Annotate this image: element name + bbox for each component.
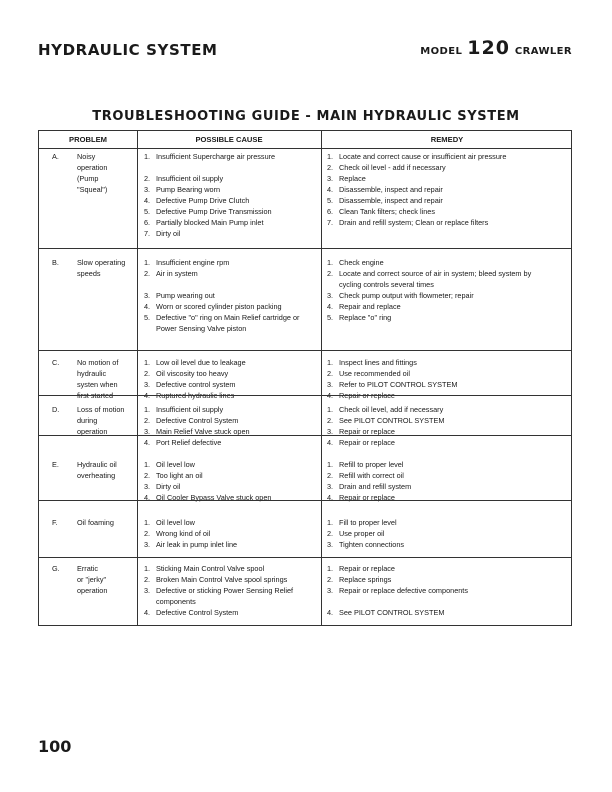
cause-text: Insufficient oil supply: [156, 405, 224, 414]
remedy-number: 4.: [327, 438, 334, 447]
cause-text: Dirty oil: [156, 482, 181, 491]
cause-number: 1.: [144, 460, 151, 469]
remedy-number: [327, 596, 339, 607]
cause-item: [144, 379, 319, 390]
remedy-number: 1.: [327, 518, 334, 527]
remedy-number: 2.: [327, 416, 334, 425]
cause-number: 2.: [144, 369, 151, 378]
problem-letter: F.: [52, 518, 58, 527]
cause-text: Defective Control System: [156, 608, 239, 617]
remedy-text: Use recommended oil: [339, 369, 410, 378]
remedy-number: 3.: [327, 427, 334, 436]
problem-letter: B.: [52, 258, 59, 267]
problem-text: [77, 517, 141, 528]
cause-item: [144, 492, 319, 503]
cause-text: Oil viscosity too heavy: [156, 369, 229, 378]
remedy-item: [327, 268, 537, 290]
row-divider: [39, 435, 571, 436]
remedy-item: [327, 528, 537, 539]
remedy-text: Locate and correct source of air in system; bleed system by cycling controls several times: [339, 269, 532, 289]
remedy-item: [327, 517, 537, 528]
cause-text: Main Relief Valve stuck open: [156, 427, 250, 436]
remedy-text: See PILOT CONTROL SYSTEM: [339, 608, 445, 617]
cause-number: 4.: [144, 302, 151, 311]
cause-item: [144, 151, 319, 162]
remedy-item: [327, 379, 537, 390]
problem-line: Erratic: [77, 564, 99, 573]
remedy-item: [327, 290, 537, 301]
cause-item: [144, 290, 319, 301]
remedy-text: Replace "o" ring: [339, 313, 392, 322]
remedy-column-header: REMEDY: [430, 135, 464, 144]
remedy-item: [327, 368, 537, 379]
cause-text: Wrong kind of oil: [156, 529, 211, 538]
cause-number: 2.: [144, 416, 151, 425]
page-number: 100: [38, 737, 72, 756]
cause-number: 7.: [144, 229, 151, 238]
cause-text: Defective or sticking Power Sensing Relief components: [156, 586, 294, 606]
row-divider: [39, 500, 571, 501]
cause-number: 3.: [144, 540, 151, 549]
problem-line: operation: [77, 163, 108, 172]
problem-line: Hydraulic oil: [77, 460, 117, 469]
cause-item: [144, 173, 319, 184]
cause-text: Oil Cooler Bypass Valve stuck open: [156, 493, 272, 502]
remedy-item: [327, 184, 537, 195]
cause-item: [144, 206, 319, 217]
remedy-number: 4.: [327, 391, 334, 400]
column-divider: [321, 131, 322, 625]
problem-text: [77, 459, 141, 481]
remedy-text: Check oil level, add if necessary: [339, 405, 444, 414]
remedy-number: 3.: [327, 482, 334, 491]
problem-letter: G.: [52, 564, 60, 573]
cause-number: 3.: [144, 482, 151, 491]
cause-item: [144, 528, 319, 539]
cause-item: [144, 184, 319, 195]
cause-text: Too light an oil: [156, 471, 203, 480]
cause-item: [144, 585, 319, 607]
remedy-number: 4.: [327, 302, 334, 311]
remedy-text: Fill to proper level: [339, 518, 397, 527]
cause-item: [144, 312, 319, 334]
cause-number: 3.: [144, 380, 151, 389]
remedy-number: 3.: [327, 586, 334, 595]
cause-column-header: POSSIBLE CAUSE: [195, 135, 263, 144]
cause-number: 3.: [144, 185, 151, 194]
remedy-list: [327, 517, 537, 550]
remedy-item: [327, 151, 537, 162]
remedy-item: [327, 301, 537, 312]
cause-list: [144, 459, 319, 503]
cause-item: [144, 217, 319, 228]
cause-number: 2.: [144, 575, 151, 584]
problem-line: No motion of: [77, 358, 119, 367]
remedy-item: [327, 481, 537, 492]
problem-line: overheating: [77, 471, 116, 480]
problem-line: hydraulic: [77, 369, 107, 378]
remedy-item: [327, 459, 537, 470]
cause-number: 2.: [144, 269, 151, 278]
cause-item: [144, 279, 319, 290]
cause-item: [144, 195, 319, 206]
section-title: HYDRAULIC SYSTEM: [38, 41, 218, 59]
guide-title: TROUBLESHOOTING GUIDE - MAIN HYDRAULIC SYSTEM: [92, 109, 520, 124]
cause-item: [144, 162, 319, 173]
remedy-text: Tighten connections: [339, 540, 405, 549]
cause-text: Sticking Main Control Valve spool: [156, 564, 265, 573]
remedy-item: [327, 206, 537, 217]
cause-number: 5.: [144, 207, 151, 216]
problem-line: speeds: [77, 269, 101, 278]
remedy-item: [327, 404, 537, 415]
remedy-text: Check engine: [339, 258, 384, 267]
cause-item: [144, 368, 319, 379]
cause-number: 4.: [144, 391, 151, 400]
remedy-text: Repair and replace: [339, 302, 401, 311]
cause-list: [144, 151, 319, 239]
remedy-list: [327, 563, 537, 618]
cause-list: [144, 517, 319, 550]
cause-number: 2.: [144, 471, 151, 480]
remedy-list: [327, 459, 537, 503]
cause-text: Defective control system: [156, 380, 236, 389]
remedy-text: Repair or replace: [339, 427, 395, 436]
remedy-text: Replace: [339, 174, 366, 183]
problem-line: (Pump: [77, 174, 99, 183]
row-divider: [39, 148, 571, 149]
cause-number: 1.: [144, 564, 151, 573]
cause-text: Partially blocked Main Pump inlet: [156, 218, 264, 227]
remedy-item: [327, 257, 537, 268]
remedy-number: 1.: [327, 460, 334, 469]
cause-item: [144, 404, 319, 415]
cause-item: [144, 415, 319, 426]
remedy-item: [327, 492, 537, 503]
cause-text: Air leak in pump inlet line: [156, 540, 238, 549]
remedy-text: Repair or replace: [339, 438, 395, 447]
remedy-number: 6.: [327, 207, 334, 216]
cause-item: [144, 437, 319, 448]
remedy-list: [327, 257, 537, 323]
remedy-text: Drain and refill system; Clean or replace filters: [339, 218, 489, 227]
problem-letter: A.: [52, 152, 59, 161]
remedy-number: 2.: [327, 575, 334, 584]
cause-item: [144, 563, 319, 574]
remedy-text: Locate and correct cause or insufficient air pressure: [339, 152, 507, 161]
remedy-item: [327, 415, 537, 426]
cause-item: [144, 459, 319, 470]
remedy-text: Refill with correct oil: [339, 471, 404, 480]
remedy-number: 5.: [327, 313, 334, 322]
problem-text: [77, 257, 141, 279]
cause-number: 1.: [144, 152, 151, 161]
cause-text: Defective "o" ring on Main Relief cartridge or Power Sensing Valve piston: [156, 313, 300, 333]
cause-item: [144, 517, 319, 528]
remedy-item: [327, 585, 537, 596]
remedy-item: [327, 596, 537, 607]
cause-item: [144, 607, 319, 618]
cause-item: [144, 301, 319, 312]
cause-item: [144, 470, 319, 481]
cause-number: [144, 279, 156, 290]
problem-text: [77, 151, 141, 195]
cause-item: [144, 481, 319, 492]
problem-line: Slow operating: [77, 258, 126, 267]
remedy-number: 2.: [327, 269, 334, 278]
remedy-text: Disassemble, inspect and repair: [339, 185, 443, 194]
problem-line: operation: [77, 427, 108, 436]
cause-list: [144, 563, 319, 618]
cause-text: Defective Pump Drive Transmission: [156, 207, 272, 216]
cause-list: [144, 404, 319, 448]
problem-line: Oil foaming: [77, 518, 114, 527]
problem-line: systen when: [77, 380, 118, 389]
row-divider: [39, 350, 571, 351]
troubleshooting-table: [38, 130, 572, 626]
remedy-number: 1.: [327, 564, 334, 573]
remedy-number: 2.: [327, 369, 334, 378]
remedy-item: [327, 563, 537, 574]
remedy-text: Repair or replace: [339, 493, 395, 502]
cause-number: 4.: [144, 493, 151, 502]
problem-text: [77, 404, 141, 437]
cause-text: [156, 279, 319, 290]
remedy-item: [327, 217, 537, 228]
cause-number: 3.: [144, 586, 151, 595]
remedy-text: Inspect lines and fittings: [339, 358, 417, 367]
cause-text: Insufficient oil supply: [156, 174, 224, 183]
cause-text: Air in system: [156, 269, 198, 278]
remedy-item: [327, 312, 537, 323]
cause-text: Ruptured hydraulic lines: [156, 391, 235, 400]
cause-list: [144, 257, 319, 334]
remedy-text: Repair or replace: [339, 564, 395, 573]
remedy-text: Use proper oil: [339, 529, 385, 538]
remedy-number: 3.: [327, 174, 334, 183]
remedy-number: 3.: [327, 540, 334, 549]
cause-item: [144, 574, 319, 585]
cause-number: 5.: [144, 313, 151, 322]
model-number: 120: [467, 37, 510, 59]
remedy-text: Replace springs: [339, 575, 392, 584]
row-divider: [39, 395, 571, 396]
remedy-number: 7.: [327, 218, 334, 227]
problem-line: Loss of motion: [77, 405, 125, 414]
problem-line: first started: [77, 391, 114, 400]
remedy-text: See PILOT CONTROL SYSTEM: [339, 416, 445, 425]
remedy-item: [327, 574, 537, 585]
cause-number: 1.: [144, 405, 151, 414]
problem-line: "Squeal"): [77, 185, 108, 194]
remedy-text: Drain and refill system: [339, 482, 412, 491]
cause-text: Dirty oil: [156, 229, 181, 238]
remedy-text: Disassemble, inspect and repair: [339, 196, 443, 205]
remedy-list: [327, 404, 537, 448]
cause-item: [144, 228, 319, 239]
remedy-number: 4.: [327, 608, 334, 617]
problem-line: or "jerky": [77, 575, 107, 584]
cause-number: 2.: [144, 529, 151, 538]
cause-item: [144, 357, 319, 368]
problem-line: during: [77, 416, 98, 425]
cause-text: [156, 162, 319, 173]
remedy-text: Check pump output with flowmeter; repair: [339, 291, 474, 300]
model-type: CRAWLER: [514, 46, 572, 57]
remedy-text: [339, 596, 537, 607]
cause-text: Oil level low: [156, 518, 195, 527]
cause-number: 1.: [144, 258, 151, 267]
remedy-item: [327, 470, 537, 481]
cause-text: Port Relief defective: [156, 438, 222, 447]
remedy-number: 2.: [327, 163, 334, 172]
remedy-number: 4.: [327, 493, 334, 502]
cause-text: Defective Pump Drive Clutch: [156, 196, 250, 205]
cause-number: 4.: [144, 196, 151, 205]
remedy-number: 3.: [327, 380, 334, 389]
problem-line: Noisy: [77, 152, 96, 161]
cause-number: 3.: [144, 427, 151, 436]
remedy-number: 1.: [327, 258, 334, 267]
cause-number: 1.: [144, 358, 151, 367]
cause-number: 4.: [144, 608, 151, 617]
cause-text: Oil level low: [156, 460, 195, 469]
cause-number: 2.: [144, 174, 151, 183]
cause-number: 1.: [144, 518, 151, 527]
remedy-item: [327, 607, 537, 618]
model-label: [420, 37, 572, 59]
cause-number: 6.: [144, 218, 151, 227]
remedy-item: [327, 357, 537, 368]
cause-text: Worn or scored cylinder piston packing: [156, 302, 282, 311]
remedy-number: 2.: [327, 471, 334, 480]
remedy-number: 4.: [327, 185, 334, 194]
cause-text: Pump wearing out: [156, 291, 215, 300]
cause-item: [144, 268, 319, 279]
remedy-number: 5.: [327, 196, 334, 205]
cause-text: Low oil level due to leakage: [156, 358, 246, 367]
cause-item: [144, 257, 319, 268]
problem-line: operation: [77, 586, 108, 595]
remedy-number: 2.: [327, 529, 334, 538]
remedy-text: Refer to PILOT CONTROL SYSTEM: [339, 380, 458, 389]
remedy-item: [327, 173, 537, 184]
cause-text: Insufficient engine rpm: [156, 258, 230, 267]
remedy-number: 3.: [327, 291, 334, 300]
remedy-item: [327, 195, 537, 206]
problem-letter: C.: [52, 358, 60, 367]
cause-number: [144, 162, 156, 173]
cause-number: 4.: [144, 438, 151, 447]
problem-column-header: PROBLEM: [69, 135, 107, 144]
cause-number: 3.: [144, 291, 151, 300]
remedy-number: 1.: [327, 152, 334, 161]
cause-text: Insufficient Supercharge air pressure: [156, 152, 276, 161]
remedy-number: 1.: [327, 405, 334, 414]
remedy-text: Repair or replace defective components: [339, 586, 468, 595]
model-word: MODEL: [420, 46, 463, 57]
remedy-text: Clean Tank filters; check lines: [339, 207, 435, 216]
remedy-number: 1.: [327, 358, 334, 367]
cause-text: Pump Bearing worn: [156, 185, 221, 194]
cause-text: Defective Control System: [156, 416, 239, 425]
remedy-item: [327, 539, 537, 550]
row-divider: [39, 248, 571, 249]
row-divider: [39, 557, 571, 558]
problem-text: [77, 563, 141, 596]
remedy-item: [327, 437, 537, 448]
cause-item: [144, 539, 319, 550]
problem-letter: E.: [52, 460, 59, 469]
remedy-item: [327, 162, 537, 173]
remedy-text: Check oil level - add if necessary: [339, 163, 446, 172]
cause-text: Broken Main Control Valve spool springs: [156, 575, 288, 584]
remedy-list: [327, 151, 537, 228]
remedy-text: Repair or replace: [339, 391, 395, 400]
problem-letter: D.: [52, 405, 60, 414]
remedy-text: Refill to proper level: [339, 460, 404, 469]
